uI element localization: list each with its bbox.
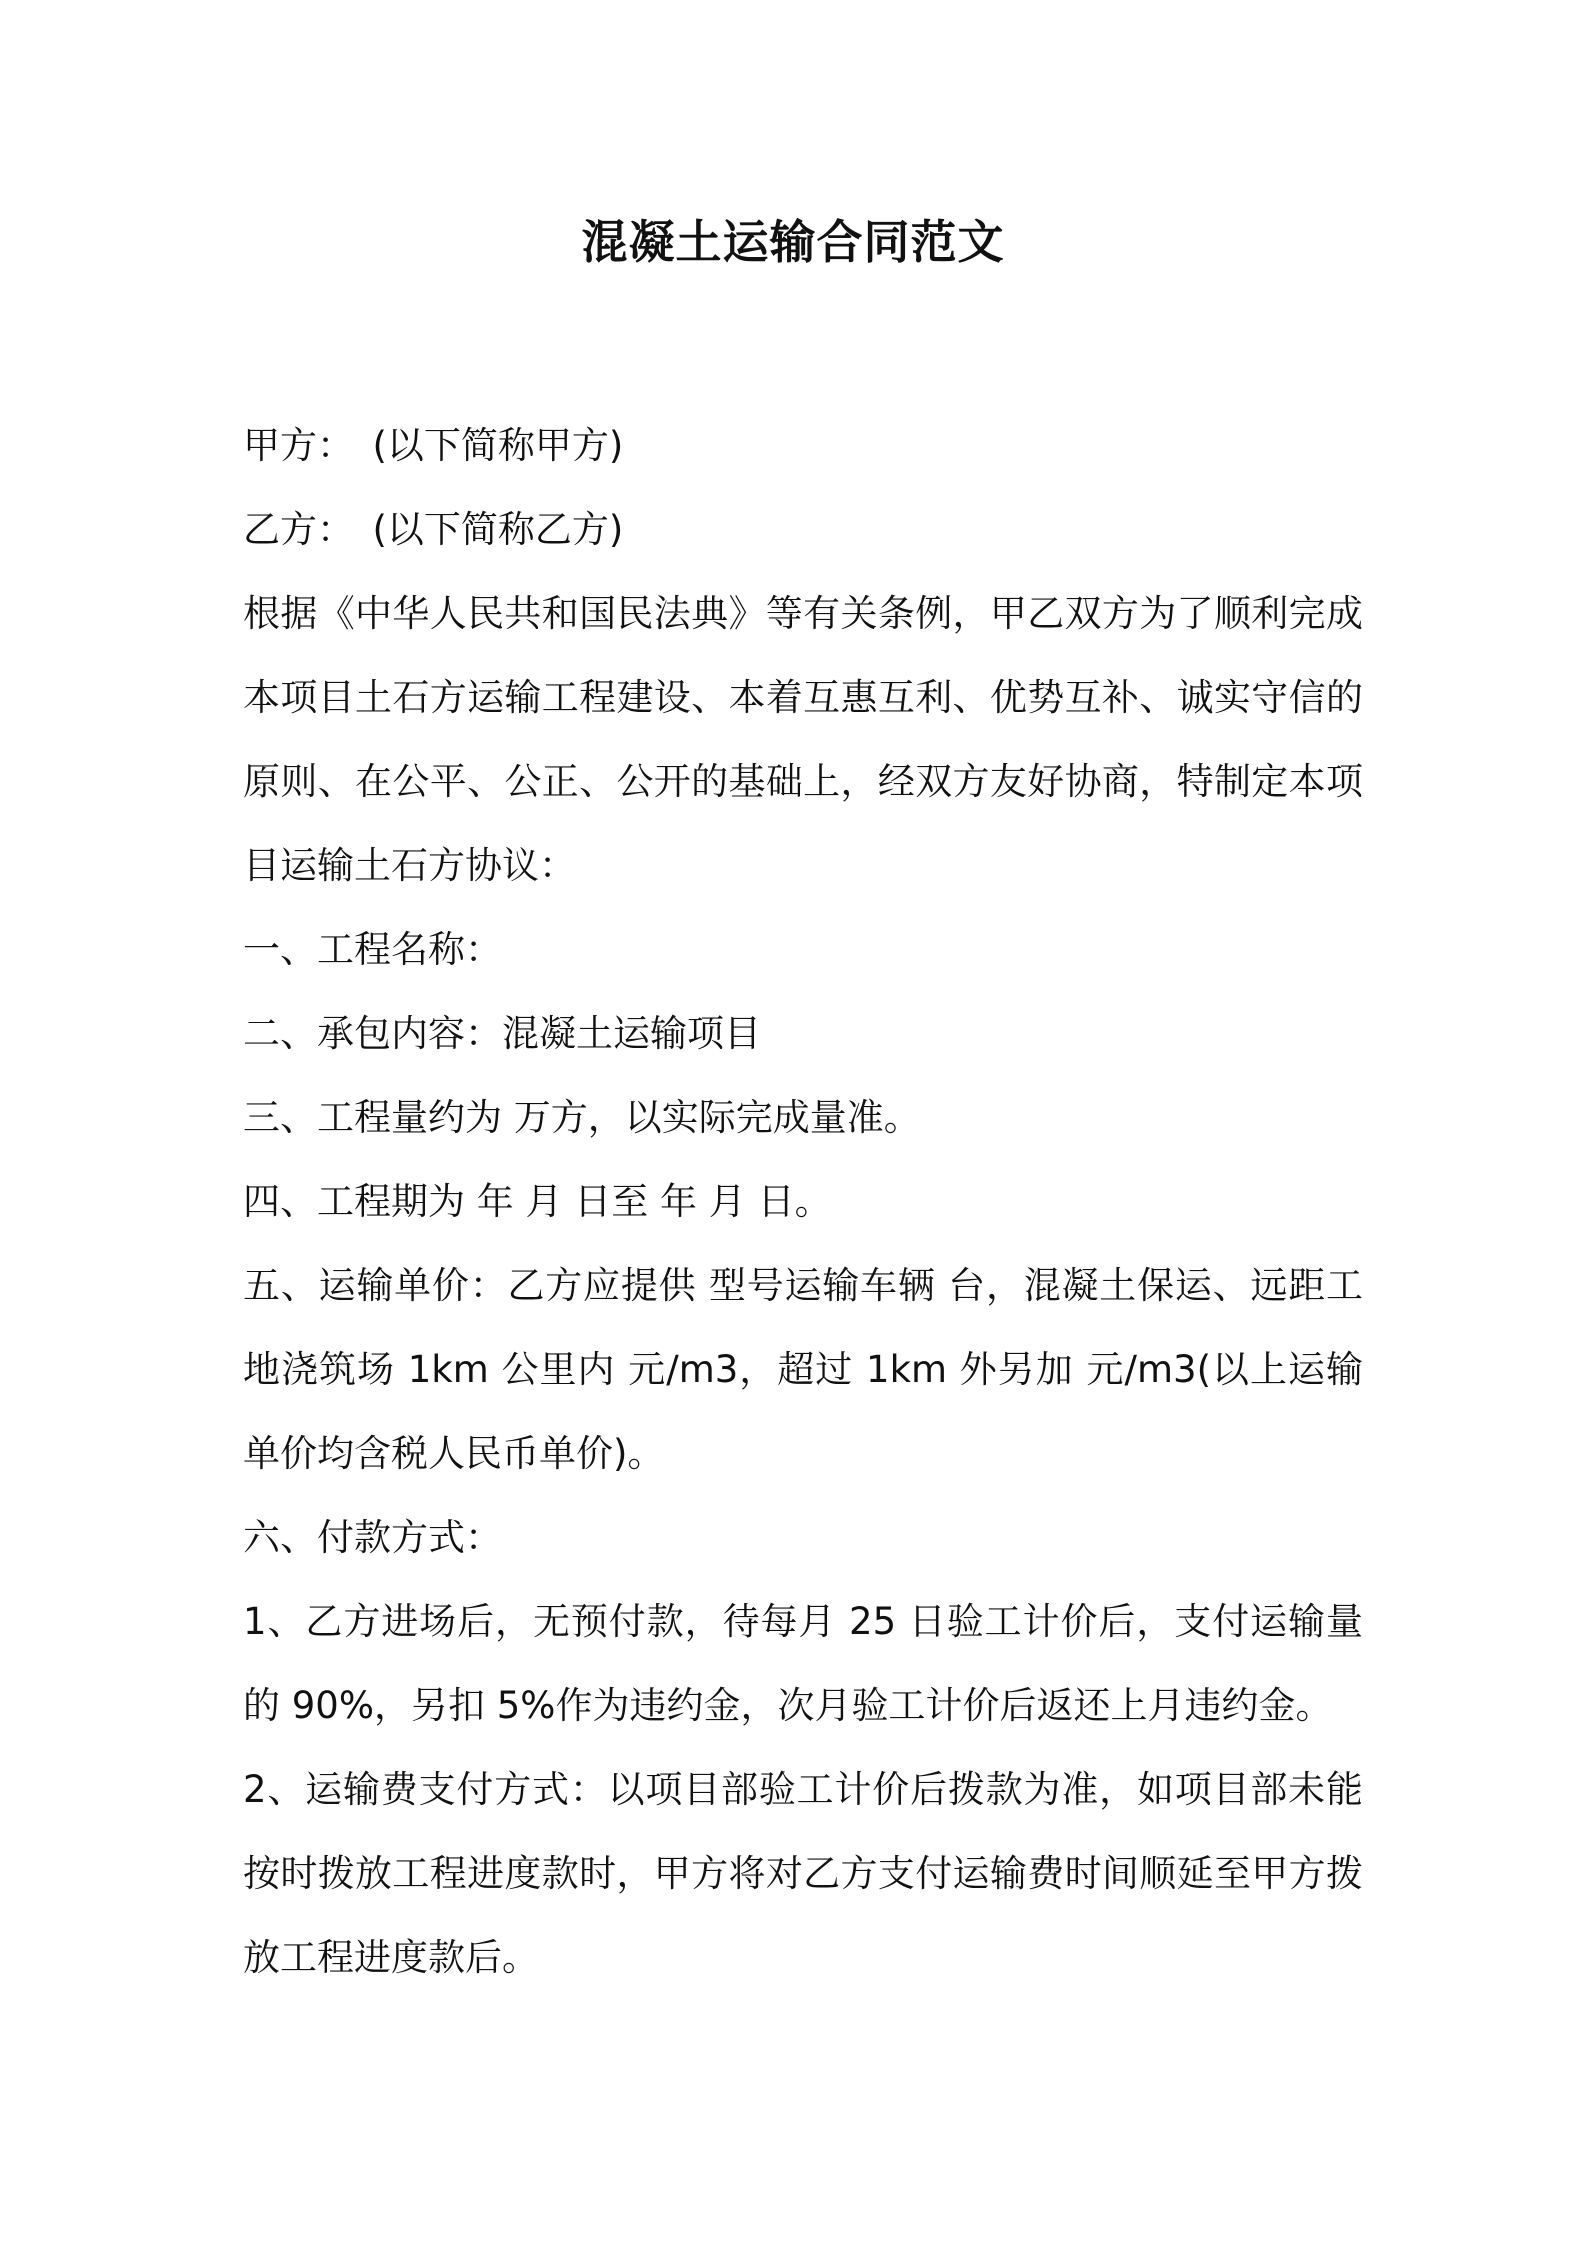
- party-a-line: 甲方： (以下简称甲方): [243, 424, 624, 467]
- party-b-line: 乙方： (以下简称乙方): [243, 508, 624, 551]
- clause-contract-content: 二、承包内容：混凝土运输项目: [243, 1012, 761, 1055]
- clause-payment-method: 六、付款方式：: [243, 1516, 502, 1559]
- clause-period: 四、工程期为 年 月 日至 年 月 日。: [243, 1180, 832, 1223]
- document-title: 混凝土运输合同范文: [581, 215, 1005, 269]
- payment-item-1: 1、乙方进场后，无预付款，待每月 25 日验工计价后，支付运输量的 90%，另扣 5%作为违约金，次月验工计价后返还上月违约金。: [243, 1600, 1363, 1727]
- document-body: [243, 404, 1363, 2000]
- clause-quantity: 三、工程量约为 万方，以实际完成量准。: [243, 1096, 921, 1139]
- clause-unit-price: 五、运输单价：乙方应提供 型号运输车辆 台，混凝土保运、远距工地浇筑场 1km 公里内 元/m3，超过 1km 外另加 元/m3(以上运输单价均含税人民币单价)。: [243, 1264, 1363, 1475]
- payment-item-2: 2、运输费支付方式：以项目部验工计价后拨款为准，如项目部未能按时拨放工程进度款时，甲方将对乙方支付运输费时间顺延至甲方拨放工程进度款后。: [243, 1768, 1363, 1979]
- preamble-paragraph: 根据《中华人民共和国民法典》等有关条例，甲乙双方为了顺利完成本项目土石方运输工程建设、本着互惠互利、优势互补、诚实守信的原则、在公平、公正、公开的基础上，经双方友好协商，特制定本项目运输土石方协议：: [243, 592, 1363, 887]
- clause-project-name: 一、工程名称：: [243, 928, 502, 971]
